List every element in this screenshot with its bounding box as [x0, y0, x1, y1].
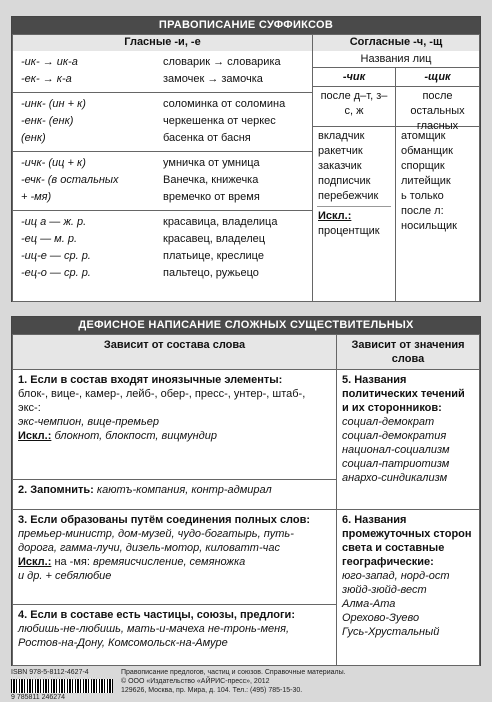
rule-1-text: блок-, вице-, камер-, лейб-, обер-, пресс-, унтер-, штаб-, экс-: [18, 388, 306, 414]
rule-1-head: 1. Если в состав входят иноязычные элементы: [18, 374, 283, 386]
chik-word: подписчик [318, 175, 371, 187]
rule-6-example: Гусь-Хрустальный [342, 625, 440, 638]
rule-3-excl-pre: на -мя: [54, 555, 90, 568]
shchik-rule: после остальных гласных [396, 87, 479, 127]
footer [11, 669, 481, 701]
suffix-example: платьице, креслице [163, 250, 264, 262]
suffix-pattern: -иц а — ж. р. [21, 216, 87, 228]
chik-word: перебежчик [318, 190, 379, 202]
vowel-row [13, 54, 312, 71]
suffix-pattern: -иц-е — ср. р. [21, 250, 91, 262]
suffix-pattern: -ец — м. р. [21, 233, 78, 245]
chik-word: заказчик [318, 160, 362, 172]
vowel-row [13, 96, 312, 113]
footer-line-3: 129626, Москва, пр. Мира, д. 104. Тел.: (495) 785-15-30. [121, 687, 303, 694]
col1-header: Зависит от состава слова [13, 335, 337, 370]
col2-header: Зависит от значения слова [337, 335, 480, 370]
shchik-header: -щик [396, 68, 479, 87]
rule-5-example: социал-демократия [342, 430, 447, 442]
suffix-example: красавица, владелица [163, 216, 278, 228]
shchik-word: литейщик [401, 175, 451, 187]
chik-exception-word: процентщик [318, 225, 380, 237]
barcode-number: 9 785811 246274 [11, 694, 65, 701]
chik-word: ракетчик [318, 145, 363, 157]
vowels-column [13, 35, 313, 302]
rule-6-example: юго-запад, норд-ост [342, 569, 450, 582]
footer-line-2: © ООО «Издательство «АЙРИС-пресс», 2012 [121, 678, 270, 685]
shchik-word: ь только [401, 190, 444, 202]
suffix-pattern: -ек- → к-а [21, 73, 72, 85]
isbn-block [11, 668, 113, 702]
vowel-row [13, 265, 312, 282]
rule-6-examples [342, 569, 474, 639]
footer-line-1: Правописание предлогов, частиц и союзов. Справочные материалы. [121, 669, 346, 676]
suffix-pattern: -инк- (ин + к) [21, 98, 86, 110]
shchik-words [396, 127, 479, 236]
suffix-example: соломинка от соломина [163, 98, 286, 110]
shchik-word: после л: [401, 205, 444, 217]
shchik-column [396, 68, 479, 301]
rule-5-example: национал-социализм [342, 444, 450, 456]
hyphen-panel [11, 316, 481, 666]
rule-2-examples: каютъ-компания, контр-адмирал [96, 483, 272, 496]
shchik-word: обманщик [401, 145, 453, 157]
vowel-row [13, 155, 312, 172]
isbn-text: ISBN 978-5-8112-4627-4 [11, 669, 89, 676]
shchik-word: атомщик [401, 130, 446, 142]
shchik-word: носильщик [401, 220, 457, 232]
chik-exception [317, 206, 391, 241]
rule-4-examples: любишь-не-любишь, мать-и-мачеха не-тронь-меня, Ростов-на-Дону, Комсомольск-на-Амуре [18, 623, 290, 650]
chik-rule: после д–т, з–с, ж [313, 87, 395, 127]
suffix-pattern: -ичк- (иц + к) [21, 157, 86, 169]
rule-3-excl-label: Искл.: [18, 555, 52, 568]
rule-5-examples [342, 415, 474, 485]
vowel-row [13, 113, 312, 130]
suffix-example: пальтецо, ружьецо [163, 267, 259, 279]
rule-6-example: Алма-Ата [342, 597, 396, 610]
vowel-group [13, 211, 312, 286]
vowel-group [13, 93, 312, 152]
rule-3-examples: премьер-министр, дом-музей, чудо-богатырь, путь-дорога, гамма-лучи, дизель-мотор, киловатт-час [18, 527, 294, 554]
rule-5 [337, 370, 480, 510]
suffix-example: черкешенка от черкес [163, 115, 276, 127]
rule-3-excl-more: и др. + себялюбие [18, 569, 112, 582]
suffix-example: словарик → словарика [163, 56, 281, 68]
vowel-row [13, 248, 312, 265]
chik-exception-label: Искл.: [318, 210, 352, 222]
chik-words [313, 127, 395, 206]
vowel-row [13, 231, 312, 248]
rule-1-excl: блокнот, блокпост, вицмундир [54, 430, 217, 442]
vowels-header: Гласные -и, -е [13, 35, 312, 51]
vowel-row [13, 214, 312, 231]
rule-3 [13, 509, 337, 604]
suffix-example: красавец, владелец [163, 233, 266, 245]
rule-6-example: Орехово-Зуево [342, 611, 420, 624]
vowel-groups [13, 51, 312, 286]
suffix-pattern: + -мя) [21, 191, 52, 203]
suffix-pattern: -енк- (енк) [21, 115, 74, 127]
rule-3-excl: времяисчисление, семяножка [93, 555, 246, 568]
suffixes-panel [11, 16, 481, 302]
suffix-pattern: -ечк- (в остальных [21, 174, 119, 186]
suffix-example: басенка от басня [163, 132, 251, 144]
rule-6 [337, 509, 480, 665]
consonants-header: Согласные -ч, -щ [313, 35, 479, 51]
chik-header: -чик [313, 68, 395, 87]
suffix-example: замочек → замочка [163, 73, 263, 85]
rule-2-head: 2. Запомнить: [18, 483, 94, 496]
suffix-example: времечко от время [163, 191, 260, 203]
persons-header: Названия лиц [313, 51, 479, 68]
shchik-word: спорщик [401, 160, 445, 172]
hyphen-title: ДЕФИСНОЕ НАПИСАНИЕ СЛОЖНЫХ СУЩЕСТВИТЕЛЬНЫХ [12, 317, 480, 334]
rule-6-head: 6. Названия промежуточных сторон света и составные географические: [342, 513, 472, 568]
vowel-group [13, 51, 312, 93]
suffix-example: умничка от умница [163, 157, 260, 169]
rule-6-example: зюйд-зюйд-вест [342, 583, 427, 596]
suffix-example: Ванечка, книжечка [163, 174, 259, 186]
suffixes-title: ПРАВОПИСАНИЕ СУФФИКСОВ [12, 17, 480, 34]
rule-4 [13, 605, 337, 666]
vowel-row [13, 189, 312, 206]
rule-5-example: социал-патриотизм [342, 458, 450, 470]
chik-column [313, 68, 396, 301]
rule-3-head: 3. Если образованы путём соединения полных слов: [18, 513, 311, 526]
rule-1 [13, 370, 337, 480]
rule-1-examples: экс-чемпион, вице-премьер [18, 416, 159, 428]
barcode [11, 679, 113, 693]
suffix-pattern: (енк) [21, 132, 46, 144]
rule-2 [13, 479, 337, 509]
suffix-pattern: -ец-о — ср. р. [21, 267, 91, 279]
vowel-row [13, 172, 312, 189]
rule-5-example: анархо-синдикализм [342, 472, 448, 484]
suffix-pattern: -ик- → ик-а [21, 56, 78, 68]
consonants-column [313, 35, 480, 302]
vowel-group [13, 152, 312, 211]
rule-5-head: 5. Названия политических течений и их сторонников: [342, 374, 465, 414]
vowel-row [13, 130, 312, 147]
publisher-info [121, 668, 481, 695]
rule-4-head: 4. Если в составе есть частицы, союзы, предлоги: [18, 609, 295, 622]
rule-1-excl-label: Искл.: [18, 430, 52, 442]
vowel-row [13, 71, 312, 88]
chik-word: вкладчик [318, 130, 365, 142]
rule-5-example: социал-демократ [342, 416, 435, 428]
